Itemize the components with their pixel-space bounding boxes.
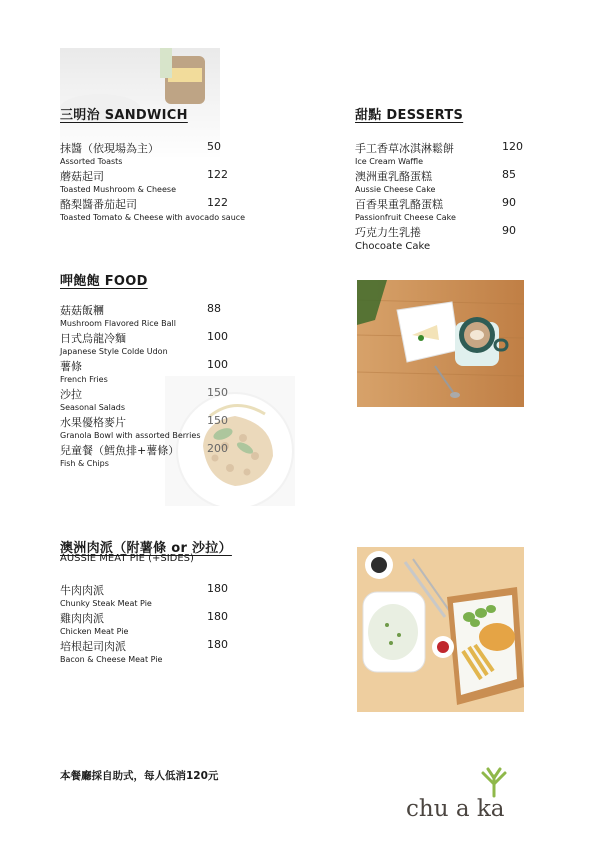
item-name-en: Assorted Toasts — [60, 157, 123, 166]
item-name-en: Ice Cream Waffle — [355, 157, 424, 166]
menu-item — [60, 610, 260, 636]
item-price: 180 — [207, 638, 228, 651]
menu-item — [355, 224, 555, 252]
item-name-zh: 手工香草冰淇淋鬆餅 — [355, 142, 454, 155]
item-name-zh: 薯條 — [60, 360, 82, 373]
item-name-zh: 酪梨醬番茄起司 — [60, 198, 137, 211]
meatpie-section-title: 澳洲肉派（附薯條 or 沙拉） — [60, 541, 232, 556]
menu-item — [355, 140, 555, 166]
menu-item — [60, 168, 260, 194]
item-name-zh: 沙拉 — [60, 388, 82, 401]
menu-item — [60, 302, 260, 328]
meatpie-plate-photo — [357, 547, 524, 712]
desserts-section-title: 甜點 DESSERTS — [355, 108, 464, 123]
item-price: 150 — [207, 386, 228, 399]
item-price: 120 — [502, 140, 523, 153]
item-price: 180 — [207, 610, 228, 623]
item-price: 90 — [502, 224, 516, 237]
menu-item — [355, 168, 555, 194]
menu-item — [60, 582, 260, 608]
item-name-en: Toasted Tomato & Cheese with avocado sauce — [60, 213, 246, 222]
item-price: 150 — [207, 414, 228, 427]
item-name-zh: 澳洲重乳酪蛋糕 — [355, 170, 432, 183]
item-name-en: Chocoate Cake — [355, 241, 431, 252]
menu-item — [60, 638, 260, 664]
item-name-zh: 百香果重乳酪蛋糕 — [355, 198, 443, 211]
menu-item — [355, 196, 555, 222]
item-name-zh: 巧克力生乳捲 — [355, 226, 421, 239]
item-name-en: Chicken Meat Pie — [60, 627, 129, 636]
menu-item — [60, 386, 260, 412]
tree-logo-icon — [474, 766, 514, 798]
item-price: 122 — [207, 196, 228, 209]
policy-note: 本餐廳採自助式，每人低消120元 — [60, 770, 219, 782]
menu-item — [60, 442, 260, 468]
item-price: 50 — [207, 140, 221, 153]
item-price: 85 — [502, 168, 516, 181]
item-price: 90 — [502, 196, 516, 209]
sandwich-section-title: 三明治 SANDWICH — [60, 108, 188, 123]
item-price: 200 — [207, 442, 228, 455]
item-name-en: Aussie Cheese Cake — [355, 185, 436, 194]
item-price: 100 — [207, 358, 228, 371]
item-name-zh: 培根起司肉派 — [60, 640, 126, 653]
menu-item — [60, 140, 260, 166]
item-name-en: Mushroom Flavored Rice Ball — [60, 319, 176, 328]
item-name-en: Fish & Chips — [60, 459, 109, 468]
item-name-zh: 蘑菇起司 — [60, 170, 104, 183]
food-section-title: 呷飽飽 FOOD — [60, 274, 148, 289]
menu-item — [60, 414, 260, 440]
menu-item — [60, 330, 260, 356]
logo — [406, 766, 536, 830]
meatpie-section-subtitle: AUSSIE MEAT PIE (+SIDES) — [60, 553, 194, 564]
item-name-zh: 牛肉肉派 — [60, 584, 104, 597]
item-price: 122 — [207, 168, 228, 181]
item-price: 88 — [207, 302, 221, 315]
logo-text: chu a ka — [406, 796, 505, 822]
item-name-en: Japanese Style Colde Udon — [60, 347, 168, 356]
item-price: 180 — [207, 582, 228, 595]
menu-item — [60, 196, 260, 222]
item-name-zh: 抹醬（依現場為主） — [60, 142, 159, 155]
item-name-en: Chunky Steak Meat Pie — [60, 599, 152, 608]
item-name-en: Granola Bowl with assorted Berries — [60, 431, 201, 440]
item-name-en: Toasted Mushroom & Cheese — [60, 185, 176, 194]
item-name-en: French Fries — [60, 375, 108, 384]
item-price: 100 — [207, 330, 228, 343]
item-name-zh: 日式烏龍冷麵 — [60, 332, 126, 345]
item-name-zh: 水果優格麥片 — [60, 416, 126, 429]
item-name-zh: 兒童餐（鱈魚排+薯條） — [60, 444, 180, 457]
item-name-en: Seasonal Salads — [60, 403, 126, 412]
item-name-zh: 菇菇飯糰 — [60, 304, 104, 317]
item-name-zh: 雞肉肉派 — [60, 612, 104, 625]
cheesecake-coffee-photo — [357, 280, 524, 407]
menu-item — [60, 358, 260, 384]
item-name-en: Bacon & Cheese Meat Pie — [60, 655, 163, 664]
item-name-en: Passionfruit Cheese Cake — [355, 213, 456, 222]
